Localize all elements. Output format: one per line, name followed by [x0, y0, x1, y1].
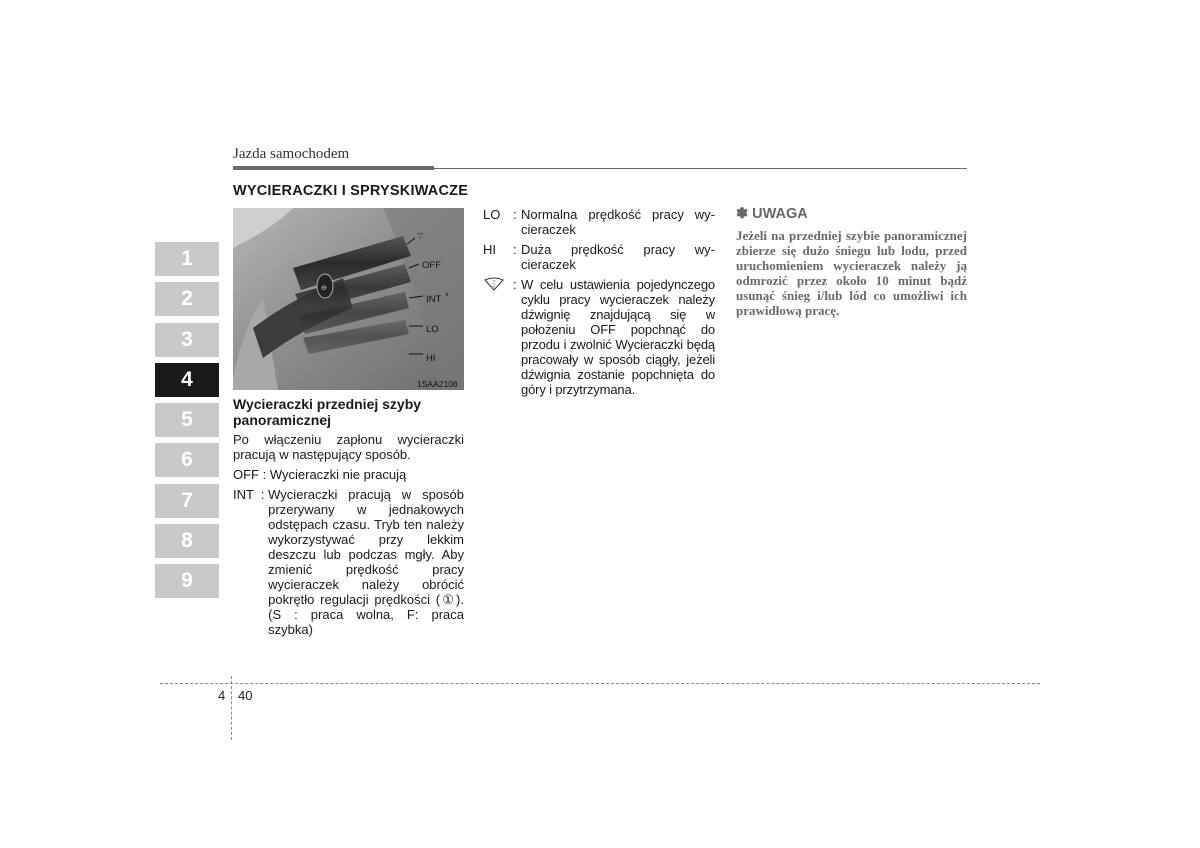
mode-off — [233, 467, 464, 482]
chapter-tab-5[interactable]: 5 — [155, 403, 219, 437]
figure-label-lo: LO — [426, 324, 439, 335]
figure-label-off: OFF — [422, 260, 441, 271]
mode-term: LO — [483, 207, 501, 222]
figure-label-hi: HI — [426, 353, 436, 364]
footer-rule — [160, 683, 1040, 684]
page-number: 40 — [238, 688, 253, 703]
svg-text:⊖: ⊖ — [321, 285, 327, 292]
chapter-tabs — [155, 242, 219, 605]
chapter-tab-4[interactable]: 4 — [155, 363, 219, 397]
chapter-tab-1[interactable]: 1 — [155, 242, 219, 276]
section-title: WYCIERACZKI I SPRYSKIWACZE — [233, 183, 469, 199]
colon: : — [513, 207, 517, 222]
mode-washer — [483, 277, 715, 397]
mode-desc: Wycieraczki nie pracują — [269, 467, 407, 482]
chapter-tab-9[interactable]: 9 — [155, 564, 219, 598]
mode-int — [233, 487, 464, 637]
mist-icon: ⌔ — [416, 231, 425, 242]
page-chapter: 4 — [218, 688, 226, 703]
mode-desc: W celu ustawienia pojedynczego cyklu pracy wycieraczek należy dźwignię znajdującą się w położeniu OFF popchnąć do przodu i zwolnić Wycieraczki będą pracowały w sposób ciągły, jeżeli dźwignia zostanie popchnięta do góry i przytrzymana. — [521, 277, 715, 397]
chapter-tab-6[interactable]: 6 — [155, 443, 219, 477]
header-rule-thin — [434, 168, 967, 169]
running-header: Jazda samochodem — [233, 146, 350, 162]
chapter-tab-7[interactable]: 7 — [155, 484, 219, 518]
chapter-tab-3[interactable]: 3 — [155, 323, 219, 357]
mode-term: INT : — [233, 487, 269, 502]
column-1 — [233, 432, 464, 637]
intro-paragraph: Po włączeniu zapłonu wycieraczki pracują w następujący sposób. — [233, 432, 464, 462]
colon: : — [513, 242, 517, 257]
figure-label-int: INT — [426, 294, 442, 305]
mode-term: HI — [483, 242, 496, 257]
chapter-tab-8[interactable]: 8 — [155, 524, 219, 558]
mode-lo — [483, 207, 715, 237]
footer-divider — [231, 676, 232, 740]
subsection-title: Wycieraczki przedniej szyby panoramicznej — [233, 396, 422, 428]
notice-title: ✽ UWAGA — [736, 206, 808, 222]
figure-code: 1SAA2108 — [417, 379, 458, 389]
mode-desc: Wycieraczki pracują w sposób przerywany w jednakowych odstępach czasu. Tryb ten należy wykorzystywać przy lekkim deszczu lub podczas mgły. Aby zmienić prędkość pracy wycieraczek należy obrócić pokrętło regulacji prędkości (①). (S : praca wolna, F: praca szybka) — [268, 487, 464, 637]
mode-hi — [483, 242, 715, 272]
notice-body: Jeżeli na przedniej szybie panoramicznej zbierze się dużo śniegu lub lodu, przed uruchomieniem wycieraczek należy ją odmrozić przez około 10 minut bądź usunąć śnieg i/lub lód co umożliwi ich prawidłową pracę. — [736, 228, 967, 318]
mode-desc: Normalna prędkość pracy wy-cieraczek — [521, 207, 715, 237]
mode-term: OFF : — [233, 467, 270, 482]
chapter-tab-2[interactable]: 2 — [155, 282, 219, 316]
figure-label-int-mark: * — [445, 291, 449, 302]
mode-desc: Duża prędkość pracy wy-cieraczek — [521, 242, 715, 272]
wiper-lever-figure — [233, 208, 464, 390]
wiper-lever-illustration — [233, 208, 464, 390]
colon: : — [513, 277, 517, 292]
column-2 — [483, 207, 715, 402]
header-rule-thick — [233, 166, 434, 170]
washer-icon — [483, 277, 513, 397]
